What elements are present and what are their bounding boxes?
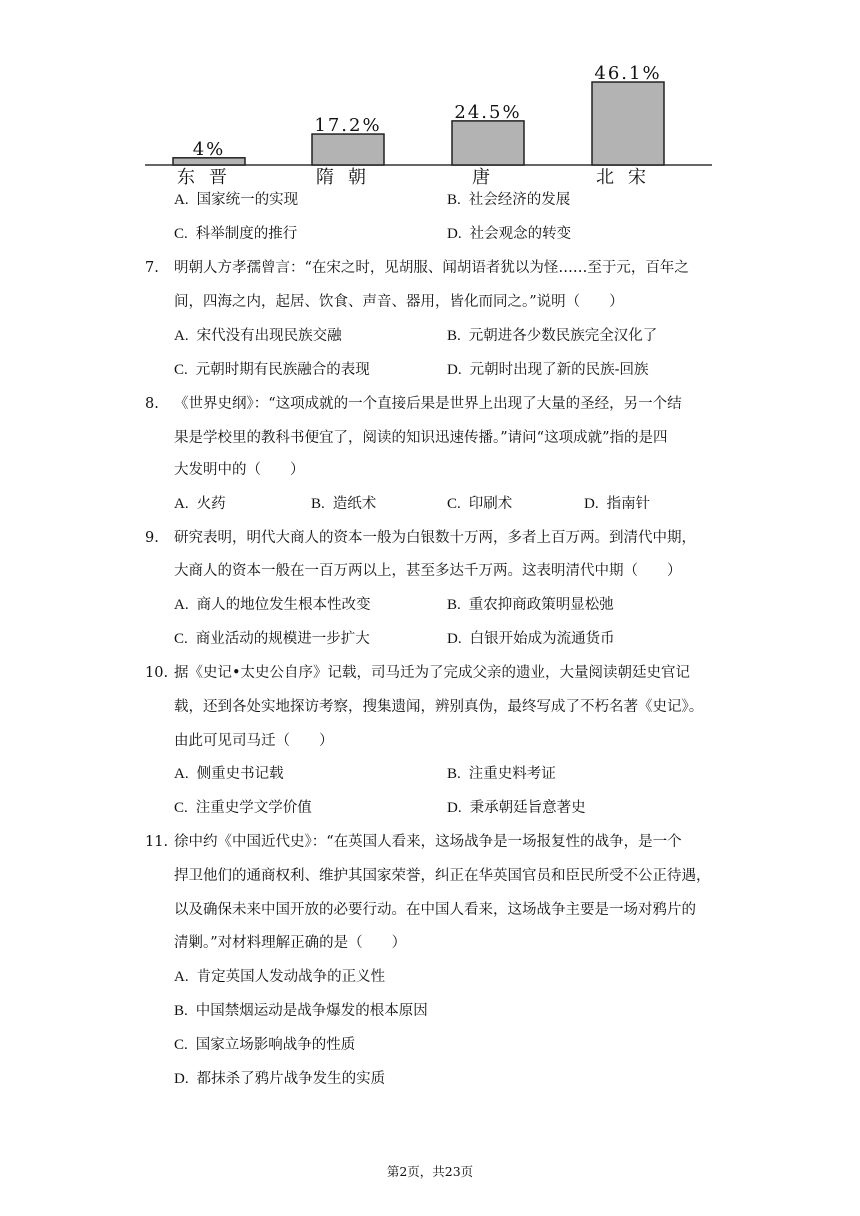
option-text: 侧重史书记载 [196, 766, 284, 782]
option-text: 元朝进各少数民族完全汉化了 [468, 328, 658, 344]
bar-value-label: 24.5% [454, 101, 522, 123]
option-letter: D. [447, 362, 462, 378]
q7-option-d [447, 360, 649, 380]
q6-option-a [174, 190, 298, 210]
q10-option-b [447, 764, 556, 784]
bar-value-label: 46.1% [594, 63, 662, 85]
q11-option-b [174, 1001, 428, 1021]
q8-option-a [174, 494, 226, 514]
q11-stem-line: 徐中约《中国近代史》：“在英国人看来，这场战争是一场报复性的战争，是一个 [174, 834, 682, 850]
option-letter: D. [447, 226, 462, 242]
option-text: 重农抑商政策明显松弛 [468, 597, 614, 613]
q9-stem-line: 研究表明，明代大商人的资本一般为白银数十万两，多者上百万两。到清代中期， [174, 530, 696, 546]
option-letter: A. [174, 192, 189, 208]
option-letter: B. [447, 328, 461, 344]
q10-option-a [174, 764, 284, 784]
option-letter: B. [174, 1003, 188, 1019]
option-letter: B. [447, 766, 461, 782]
option-text: 注重史料考证 [468, 766, 556, 782]
q11-option-c [174, 1035, 355, 1055]
q9-option-d [447, 629, 615, 649]
q11-stem-line: 以及确保未来中国开放的必要行动。在中国人看来，这场战争主要是一场对鸦片的 [174, 902, 696, 918]
q10-stem-line: 据《史记•太史公自序》记载，司马迁为了完成父亲的遗业，大量阅读朝廷史官记 [174, 665, 691, 681]
option-text: 国家统一的实现 [196, 192, 299, 208]
q8-number: 8. [145, 396, 159, 412]
q7-stem-line: 明朝人方孝孺曾言：“在宋之时，见胡服、闻胡语者犹以为怪……至于元，百年之 [174, 260, 689, 276]
bar-chart-svg [140, 55, 720, 185]
option-text: 都抹杀了鸦片战争发生的实质 [196, 1071, 386, 1087]
page-footer: 第2页，共23页 [386, 1164, 474, 1179]
q7-stem-line: 间，四海之内，起居、饮食、声音、器用，皆化而同之。”说明（ ） [174, 294, 624, 310]
option-letter: B. [447, 192, 461, 208]
option-letter: A. [174, 496, 189, 512]
option-letter: C. [174, 226, 188, 242]
option-text: 商人的地位发生根本性改变 [196, 597, 371, 613]
option-letter: C. [447, 496, 461, 512]
q8-option-c [447, 494, 512, 514]
q11-stem-line: 捍卫他们的通商权利、维护其国家荣誉，纠正在华英国官员和臣民所受不公正待遇， [174, 868, 711, 884]
q9-option-a [174, 595, 371, 615]
q11-option-d [174, 1069, 385, 1089]
option-text: 社会观念的转变 [469, 226, 572, 242]
q6-option-c [174, 224, 297, 244]
option-text: 科举制度的推行 [195, 226, 298, 242]
q10-option-d [447, 798, 586, 818]
q7-number: 7. [145, 260, 159, 276]
bar-value-label: 4% [192, 138, 226, 160]
q9-option-b [447, 595, 614, 615]
option-letter: D. [584, 496, 599, 512]
q11-option-a [174, 967, 385, 987]
q6-option-b [447, 190, 570, 210]
bar [312, 134, 384, 165]
option-text: 火药 [196, 496, 226, 512]
q9-number: 9. [145, 530, 159, 546]
option-letter: B. [447, 597, 461, 613]
q7-option-a [174, 326, 342, 346]
option-text: 商业活动的规模进一步扩大 [195, 631, 370, 647]
option-text: 指南针 [606, 496, 651, 512]
option-letter: A. [174, 328, 189, 344]
option-text: 宋代没有出现民族交融 [196, 328, 342, 344]
option-letter: C. [174, 1037, 188, 1053]
option-letter: D. [447, 631, 462, 647]
option-letter: C. [174, 800, 188, 816]
q7-option-c [174, 360, 370, 380]
option-letter: B. [311, 496, 325, 512]
option-letter: A. [174, 766, 189, 782]
q8-stem-line: 果是学校里的教科书便宜了，阅读的知识迅速传播。”请问“这项成就”指的是四 [174, 430, 668, 446]
q8-option-d [584, 494, 650, 514]
category-label: 东晋 [177, 167, 241, 185]
option-text: 社会经济的发展 [468, 192, 571, 208]
q10-number: 10. [145, 665, 169, 681]
category-label: 隋朝 [316, 167, 380, 185]
category-label: 北宋 [596, 167, 660, 185]
option-letter: A. [174, 597, 189, 613]
bar [592, 82, 664, 165]
q11-stem-line: 清剿。”对材料理解正确的是（ ） [174, 935, 407, 951]
option-text: 注重史学文学价值 [195, 800, 312, 816]
bar-chart [140, 55, 720, 185]
q7-option-b [447, 326, 657, 346]
q10-stem-line: 载，还到各处实地探访考察，搜集遗闻，辨别真伪，最终写成了不朽名著《史记》。 [174, 699, 704, 715]
q8-stem-line: 大发明中的（ ） [174, 462, 305, 478]
option-text: 中国禁烟运动是战争爆发的根本原因 [195, 1003, 428, 1019]
q6-option-d [447, 224, 571, 244]
option-text: 秉承朝廷旨意著史 [469, 800, 586, 816]
option-letter: A. [174, 969, 189, 985]
option-text: 造纸术 [332, 496, 377, 512]
option-text: 国家立场影响战争的性质 [195, 1037, 356, 1053]
q9-stem-line: 大商人的资本一般在一百万两以上，甚至多达千万两。这表明清代中期（ ） [174, 563, 682, 579]
q10-option-c [174, 798, 312, 818]
q8-stem-line: 《世界史纲》：“这项成就的一个直接后果是世界上出现了大量的圣经，另一个结 [174, 396, 682, 412]
option-text: 印刷术 [468, 496, 513, 512]
q9-option-c [174, 629, 370, 649]
option-letter: D. [447, 800, 462, 816]
option-text: 元朝时期有民族融合的表现 [195, 362, 370, 378]
q8-option-b [311, 494, 376, 514]
bar-value-label: 17.2% [314, 115, 382, 137]
option-text: 肯定英国人发动战争的正义性 [196, 969, 386, 985]
option-letter: D. [174, 1071, 189, 1087]
bar [452, 121, 524, 165]
option-letter: C. [174, 631, 188, 647]
option-text: 白银开始成为流通货币 [469, 631, 615, 647]
option-text: 元朝时出现了新的民族-回族 [469, 362, 649, 378]
option-letter: C. [174, 362, 188, 378]
category-label: 唐 [472, 167, 504, 185]
q10-stem-line: 由此可见司马迁（ ） [174, 733, 334, 749]
q11-number: 11. [145, 834, 169, 850]
